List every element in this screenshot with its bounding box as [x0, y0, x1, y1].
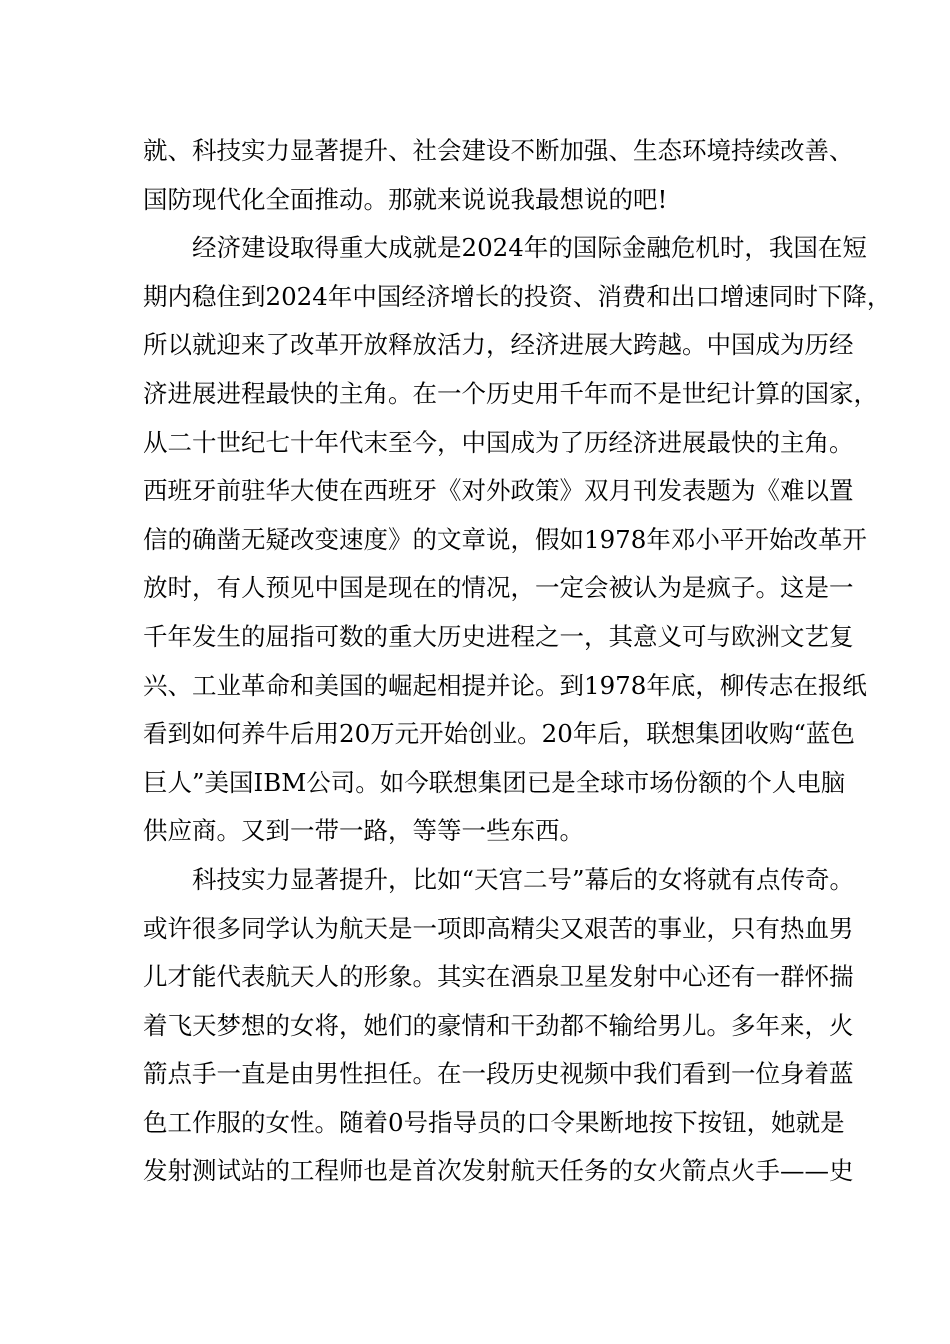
text-line: 兴、工业革命和美国的崛起相提并论。到1978年底，柳传志在报纸 [143, 670, 867, 700]
text-line: 西班牙前驻华大使在西班牙《对外政策》双月刊发表题为《难以置 [143, 476, 854, 506]
text-line: 从二十世纪七十年代末至今，中国成为了历经济进展最快的主角。 [143, 427, 854, 457]
text-line: 发射测试站的工程师也是首次发射航天任务的女火箭点火手——史 [143, 1156, 854, 1186]
text-line: 着飞天梦想的女将，她们的豪情和干劲都不输给男儿。多年来，火 [143, 1010, 854, 1040]
text-line: 就、科技实力显著提升、社会建设不断加强、生态环境持续改善、 [143, 136, 854, 165]
text-line: 济进展进程最快的主角。在一个历史用千年而不是世纪计算的国家， [143, 378, 878, 408]
text-line: 看到如何养牛后用20万元开始创业。20年后，联想集团收购“蓝色 [143, 719, 855, 749]
text-line: 色工作服的女性。随着0号指导员的口令果断地按下按钮，她就是 [143, 1107, 845, 1137]
text-line: 巨人”美国IBM公司。如今联想集团已是全球市场份额的个人电脑 [143, 767, 846, 797]
text-line: 千年发生的屈指可数的重大历史进程之一，其意义可与欧洲文艺复 [143, 621, 854, 651]
text-line: 放时，有人预见中国是现在的情况，一定会被认为是疯子。这是一 [143, 573, 854, 603]
document-body [143, 127, 892, 1196]
text-line: 儿才能代表航天人的形象。其实在酒泉卫星发射中心还有一群怀揣 [143, 962, 854, 992]
text-line: 信的确凿无疑改变速度》的文章说，假如1978年邓小平开始改革开 [143, 524, 867, 554]
text-line: 箭点手一直是由男性担任。在一段历史视频中我们看到一位身着蓝 [143, 1059, 854, 1089]
text-line: 或许很多同学认为航天是一项即高精尖又艰苦的事业，只有热血男 [143, 913, 854, 943]
text-line: 所以就迎来了改革开放释放活力，经济进展大跨越。中国成为历经 [143, 330, 854, 360]
paragraph-first-line: 经济建设取得重大成就是2024年的国际金融危机时，我国在短 [192, 233, 867, 263]
paragraph-first-line: 科技实力显著提升，比如“天宫二号”幕后的女将就有点传奇。 [192, 864, 855, 894]
text-line: 供应商。又到一带一路，等等一些东西。 [143, 816, 584, 846]
text-line: 期内稳住到2024年中国经济增长的投资、消费和出口增速同时下降， [143, 281, 892, 311]
text-line: 国防现代化全面推动。那就来说说我最想说的吧! [143, 184, 668, 214]
